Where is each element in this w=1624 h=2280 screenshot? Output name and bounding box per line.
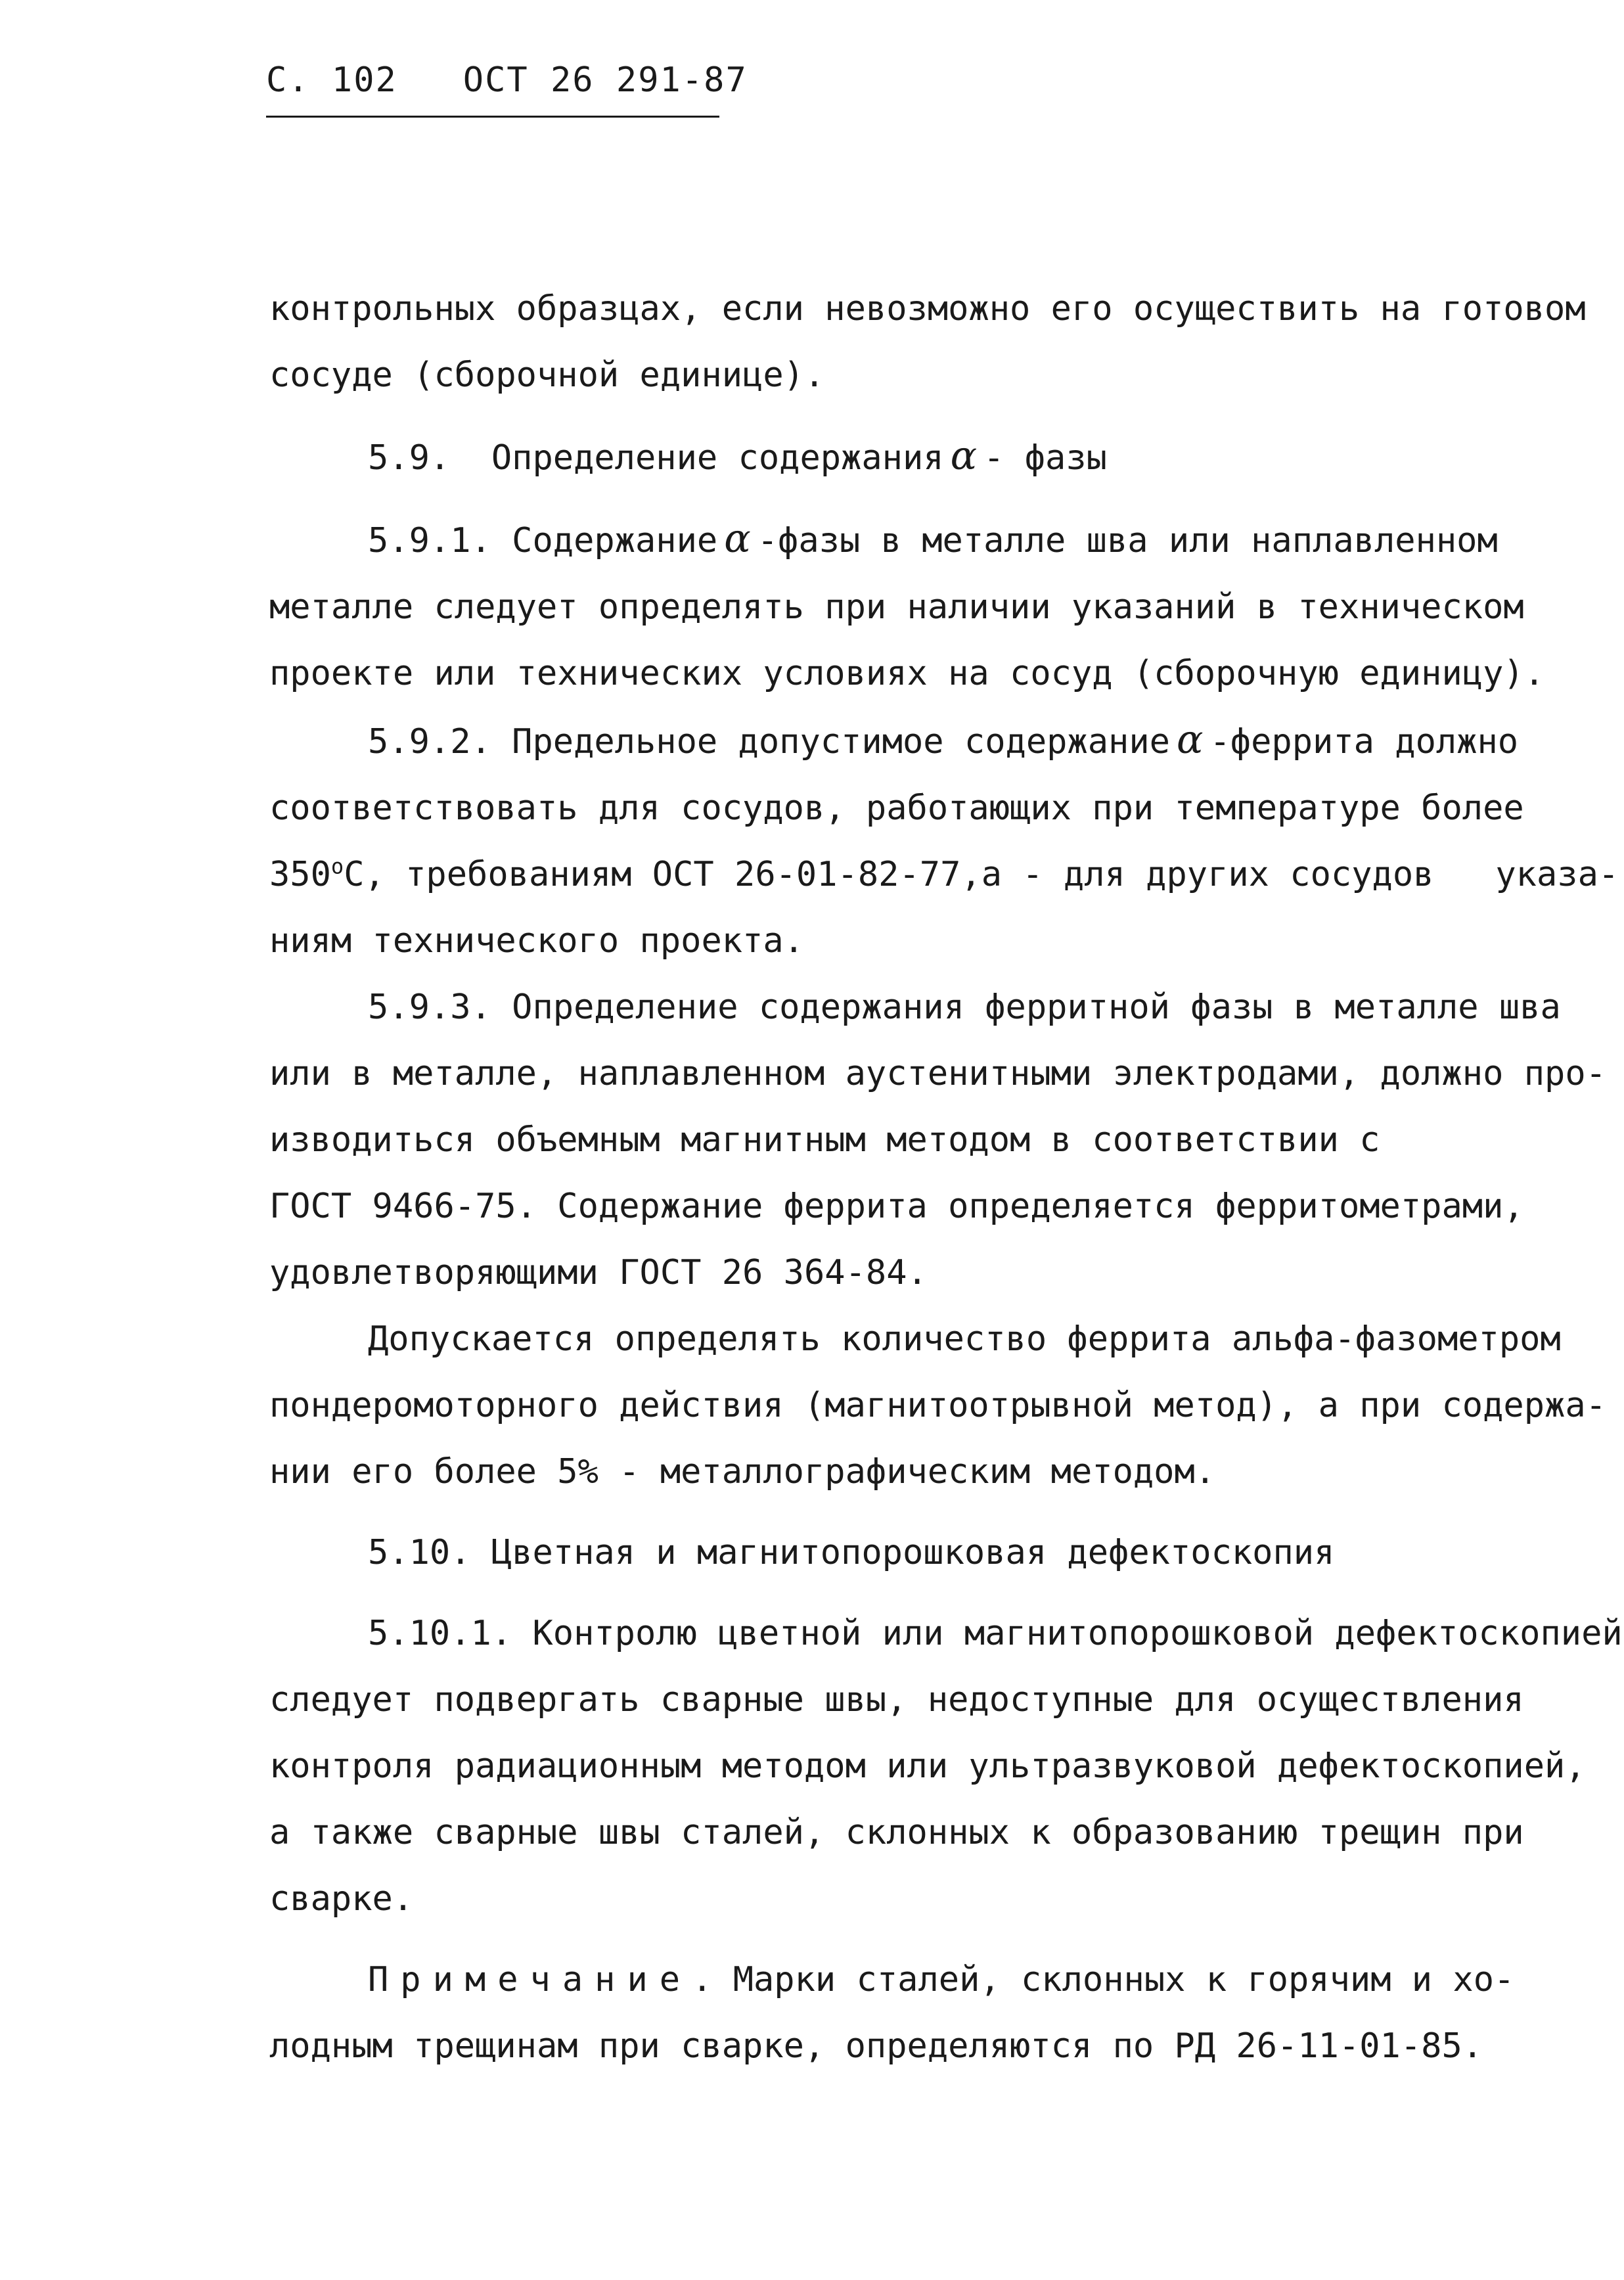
document-body (269, 276, 1623, 2080)
page-header: С. 102 ОСТ 26 291-87 (266, 60, 748, 100)
paragraph-line: 5.10.1. Контролю цветной или магнитопорошковой дефектоскопией (368, 1614, 1623, 1653)
paragraph-line: следует подвергать сварные швы, недоступные для осуществления (269, 1680, 1524, 1720)
paragraph-line: ниям технического проекта. (269, 921, 804, 961)
paragraph-line: Допускается определять количество феррита альфа-фазометром (368, 1319, 1561, 1359)
alpha-symbol: α (950, 433, 978, 479)
paragraph-line: сосуде (сборочной единице). (269, 355, 825, 395)
paragraph-line: нии его более 5% - металлографическим методом. (269, 1452, 1216, 1492)
note-label: Примечание (368, 1960, 692, 1999)
paragraph-line: сварке. (269, 1879, 414, 1919)
paragraph-line: или в металле, наплавленном аустенитными электродами, должно про- (269, 1054, 1606, 1093)
paragraph-line: контрольных образцах, если невозможно его осуществить на готовом (269, 289, 1586, 329)
degree-symbol: о (330, 854, 344, 879)
paragraph-line: контроля радиационным методом или ультразвуковой дефектоскопией, (269, 1746, 1586, 1786)
paragraph-line: удовлетворяющими ГОСТ 26 364-84. (269, 1253, 928, 1292)
note-line: лодным трещинам при сварке, определяются по РД 26-11-01-85. (269, 2026, 1483, 2066)
alpha-symbol: α (724, 516, 751, 562)
paragraph-line: изводиться объемным магнитным методом в соответствии с (269, 1120, 1380, 1160)
paragraph-line: металле следует определять при наличии указаний в техническом (269, 587, 1524, 627)
paragraph-line: соответствовать для сосудов, работающих при температуре более (269, 788, 1524, 828)
paragraph-line: $350^оС$, требованиям ОСТ 26-01-82-77,а - для других сосудов указа- (269, 854, 1619, 894)
paragraph-line: 5.9.1. Содержание α -фазы в металле шва или наплавленном (269, 506, 1596, 574)
note-line: Примечание. Марки сталей, склонных к горячим и хо- (368, 1960, 1515, 1999)
section-heading-5-9: 5.9. Определение содержания α - фазы (269, 423, 1596, 491)
paragraph-line: ГОСТ 9466-75. Содержание феррита определяется ферритометрами, (269, 1187, 1524, 1226)
paragraph-line: 5.9.3. Определение содержания ферритной фазы в металле шва (368, 988, 1561, 1027)
paragraph-line: проекте или технических условиях на сосуд (сборочную единицу). (269, 654, 1545, 693)
section-heading-5-10: 5.10. Цветная и магнитопорошковая дефектоскопия (368, 1533, 1335, 1572)
header-underline (266, 116, 719, 118)
paragraph-line: пондеромоторного действия (магнитоотрывной метод), а при содержа- (269, 1386, 1606, 1425)
alpha-symbol: α (1176, 717, 1204, 763)
paragraph-line: 5.9.2. Предельное допустимое содержание α -феррита должно (269, 707, 1596, 775)
paragraph-line: а также сварные швы сталей, склонных к образованию трещин при (269, 1813, 1524, 1852)
